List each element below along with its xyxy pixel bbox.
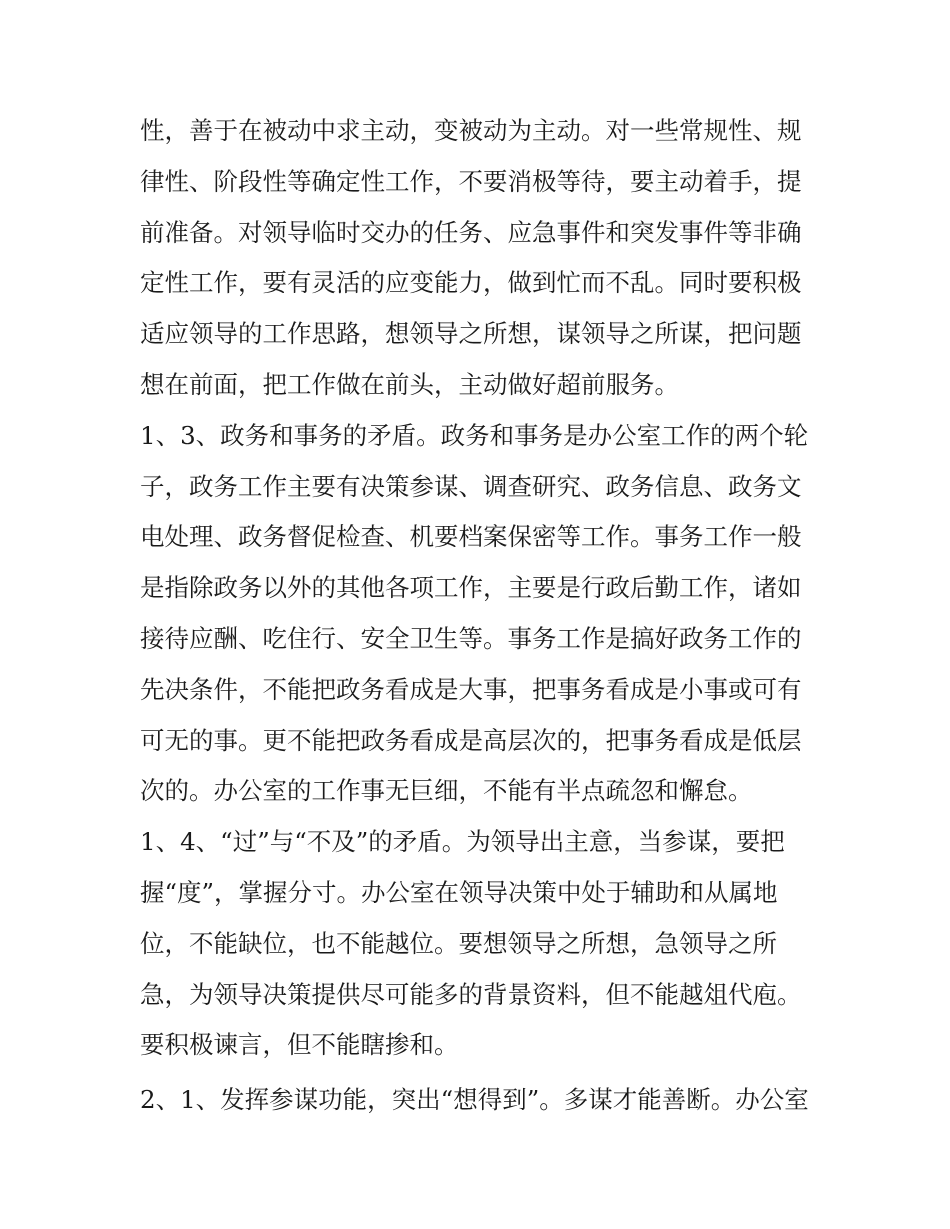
text-line: 握“度”，掌握分寸。办公室在领导决策中处于辅助和从属地 [140,877,778,907]
text-line: 电处理、政务督促检查、机要档案保密等工作。事务工作一般 [140,522,802,552]
text-line: 急，为领导决策提供尽可能多的背景资料，但不能越俎代庖。 [140,979,802,1009]
document-body [140,106,820,1126]
section-heading-line: 1、3、政务和事务的矛盾。政务和事务是办公室工作的两个轮 [140,420,809,450]
text-line: 适应领导的工作思路，想领导之所想，谋领导之所谋，把问题 [140,319,802,349]
text-line: 可无的事。更不能把政务看成是高层次的，把事务看成是低层 [140,725,802,755]
text-line: 子，政务工作主要有决策参谋、调查研究、政务信息、政务文 [140,471,802,501]
text-line: 定性工作，要有灵活的应变能力，做到忙而不乱。同时要积极 [140,268,802,298]
text-line: 位，不能缺位，也不能越位。要想领导之所想，急领导之所 [140,928,777,958]
section-heading-line: 1、4、“过”与“不及”的矛盾。为领导出主意，当参谋，要把 [140,827,785,857]
text-line: 接待应酬、吃住行、安全卫生等。事务工作是搞好政务工作的 [140,623,802,653]
text-line: 先决条件，不能把政务看成是大事，把事务看成是小事或可有 [140,674,802,704]
section-heading-line: 2、1、发挥参谋功能，突出“想得到”。多谋才能善断。办公室 [140,1085,809,1115]
text-line: 前准备。对领导临时交办的任务、应急事件和突发事件等非确 [140,217,802,247]
text-line: 性，善于在被动中求主动，变被动为主动。对一些常规性、规 [140,116,802,145]
text-line: 是指除政务以外的其他各项工作，主要是行政后勤工作，诸如 [140,573,802,603]
text-line: 要积极谏言，但不能瞎掺和。 [140,1030,459,1060]
text-line: 想在前面，把工作做在前头，主动做好超前服务。 [140,369,679,399]
text-line: 律性、阶段性等确定性工作，不要消极等待，要主动着手，提 [140,166,802,196]
text-line: 次的。办公室的工作事无巨细，不能有半点疏忽和懈怠。 [140,776,753,806]
